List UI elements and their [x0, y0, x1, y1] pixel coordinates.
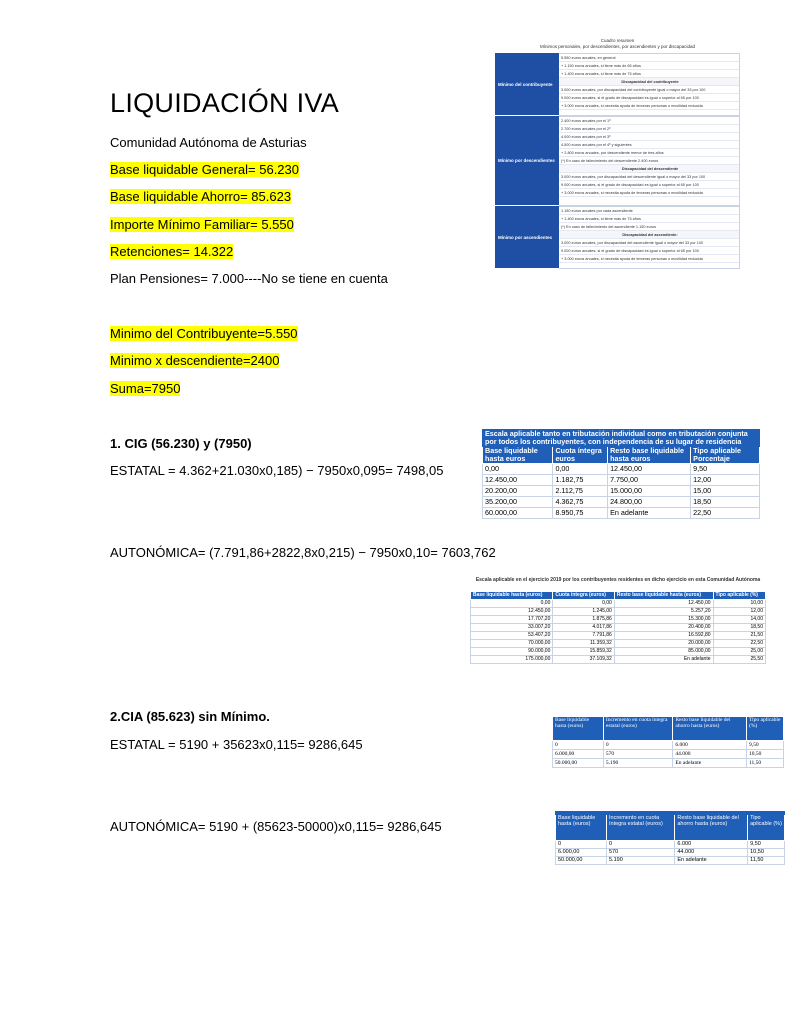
summary-line: 2.700 euros anuales por el 2º	[559, 125, 739, 133]
summary-line: 1.150 euros anuales por cada ascendiente	[559, 207, 739, 215]
section-heading-cia: 2.CIA (85.623) sin Mínimo.	[110, 709, 270, 724]
table-cell: 12.450,00	[608, 464, 691, 475]
table-cell: 15.859,32	[553, 648, 614, 656]
column-header: Resto base liquidable hasta (euros)	[614, 592, 713, 600]
table-cell: 6.000,00	[553, 750, 604, 759]
table-title: Escala aplicable tanto en tributación individual como en tributación conjunta por todos los contribuyentes, con independencia de su lugar de residencia	[483, 430, 760, 447]
table-cell: 5.257,20	[614, 608, 713, 616]
column-header: Incremento en cuota íntegra estatal (euros)	[603, 717, 673, 741]
table-cell: 6.000	[675, 841, 748, 849]
escala-ahorro-autonomica-table	[555, 811, 785, 865]
page-title: LIQUIDACIÓN IVA	[110, 88, 340, 118]
column-header: Base liquidable hasta euros	[483, 447, 553, 464]
column-header: Incremento en cuota íntegra estatal (euros)	[606, 815, 674, 841]
table-cell: 20.400,00	[614, 624, 713, 632]
table-row	[471, 640, 766, 648]
summary-section-lines	[559, 206, 740, 269]
table-row	[471, 616, 766, 624]
table-cell: 0,00	[483, 464, 553, 475]
table-row	[483, 508, 760, 519]
summary-line: 3.000 euros anuales, por discapacidad del ascendiente igual o mayor del 33 por 100	[559, 239, 739, 247]
suma-line: Suma=7950	[110, 381, 181, 396]
table-cell: 9,50	[748, 841, 785, 849]
table-cell: 44.000	[673, 750, 747, 759]
table-row	[556, 849, 785, 857]
minimos-summary-table	[495, 38, 740, 308]
retenciones-line: Retenciones= 14.322	[110, 244, 234, 259]
summary-line: Discapacidad del ascendiente:	[559, 231, 739, 239]
table-row	[553, 759, 784, 768]
table-cell: En adelante	[675, 857, 748, 865]
table-cell: 12,00	[691, 475, 760, 486]
minimo-descendiente-line: Minimo x descendiente=2400	[110, 353, 280, 368]
table-row	[553, 750, 784, 759]
table-cell: 12.450,00	[614, 600, 713, 608]
summary-line: + 1.400 euros anuales, si tiene más de 75 años	[559, 215, 739, 223]
summary-line: + 3.000 euros anuales, si necesita ayuda de terceras personas o movilidad reducida	[559, 255, 739, 263]
summary-line: Discapacidad del descendiente	[559, 165, 739, 173]
table-cell: 7.750,00	[608, 475, 691, 486]
table-cell: 12,00	[713, 608, 765, 616]
column-header: Tipo aplicable (%)	[748, 815, 785, 841]
summary-line: Discapacidad del contribuyente	[559, 78, 739, 86]
summary-line: 3.000 euros anuales, por discapacidad del contribuyente igual o mayor del 33 por 100	[559, 86, 739, 94]
table-cell: 25,00	[713, 648, 765, 656]
table-cell: 90.000,00	[471, 648, 553, 656]
table-cell: 9,50	[746, 741, 783, 750]
table-cell: 15.300,00	[614, 616, 713, 624]
table-cell: 10,00	[713, 600, 765, 608]
table-cell: En adelante	[614, 656, 713, 664]
summary-subtitle: Mínimos personales, por descendientes, por ascendientes y por discapacidad	[539, 44, 696, 49]
table-row	[483, 475, 760, 486]
summary-title: Cuadro resumen	[600, 38, 635, 43]
table-cell: 1.182,75	[553, 475, 608, 486]
table-cell: 25,50	[713, 656, 765, 664]
minimo-contribuyente-line: Minimo del Contribuyente=5.550	[110, 326, 298, 341]
table-cell: 17.707,20	[471, 616, 553, 624]
table-cell: 1.245,00	[553, 608, 614, 616]
estatal-calculation-2: ESTATAL = 5190 + 35623x0,115= 9286,645	[110, 737, 363, 752]
table-cell: 7.791,86	[553, 632, 614, 640]
summary-line: 4.500 euros anuales por el 4º y siguientes	[559, 141, 739, 149]
table-cell: 21,50	[713, 632, 765, 640]
table-cell: 60.000,00	[483, 508, 553, 519]
plan-pensiones-line: Plan Pensiones= 7.000----No se tiene en cuenta	[110, 271, 388, 286]
summary-line: + 1.150 euros anuales, si tiene más de 65 años	[559, 62, 739, 70]
table-cell: 35.200,00	[483, 497, 553, 508]
table-cell: 8.950,75	[553, 508, 608, 519]
table-cell: 14,00	[713, 616, 765, 624]
table-row	[483, 497, 760, 508]
table-cell: 6.000,00	[556, 849, 607, 857]
table-row	[471, 624, 766, 632]
summary-line: 3.000 euros anuales, por discapacidad del descendiente igual o mayor del 33 por 100	[559, 173, 739, 181]
table-cell: 15.000,00	[608, 486, 691, 497]
base-general-line: Base liquidable General= 56.230	[110, 162, 300, 177]
table-cell: 18,50	[691, 497, 760, 508]
estatal-calculation-1: ESTATAL = 4.362+21.030x0,185) − 7950x0,095= 7498,05	[110, 463, 444, 478]
minimo-familiar-line: Importe Mínimo Familiar= 5.550	[110, 217, 294, 232]
section-heading-cig: 1. CIG (56.230) y (7950)	[110, 436, 252, 451]
table-cell: 16.592,80	[614, 632, 713, 640]
table-cell: 0	[553, 741, 604, 750]
summary-line: + 2.800 euros anuales, por descendiente menor de tres años	[559, 149, 739, 157]
summary-line: (*) En caso de fallecimiento del ascendiente 1.150 euros	[559, 223, 739, 231]
table-row	[556, 857, 785, 865]
table-cell: 18,50	[713, 624, 765, 632]
summary-line: 5.550 euros anuales, en general	[559, 54, 739, 62]
table-cell: 2.112,75	[553, 486, 608, 497]
table-cell: 0	[556, 841, 607, 849]
column-header: Tipo aplicable (%)	[713, 592, 765, 600]
table-row	[483, 486, 760, 497]
table-cell: 0,00	[553, 464, 608, 475]
summary-line: 9.000 euros anuales, si el grado de discapacidad es igual o superior al 65 por 100	[559, 181, 739, 189]
table-cell: 11.359,32	[553, 640, 614, 648]
column-header: Base liquidable hasta (euros)	[471, 592, 553, 600]
community-line: Comunidad Autónoma de Asturias	[110, 135, 307, 150]
column-header: Tipo aplicable Porcentaje	[691, 447, 760, 464]
table-cell: 70.000,00	[471, 640, 553, 648]
column-header: Resto base liquidable hasta euros	[608, 447, 691, 464]
summary-body	[495, 53, 740, 308]
table-cell: 4.362,75	[553, 497, 608, 508]
autonomica-calculation-2: AUTONÓMICA= 5190 + (85623-50000)x0,115= 9286,645	[110, 819, 442, 834]
summary-line: 9.000 euros anuales, si el grado de discapacidad es igual o superior al 65 por 100	[559, 94, 739, 102]
column-header: Cuota íntegra euros	[553, 447, 608, 464]
table-cell: 10,50	[746, 750, 783, 759]
table-cell: 50.000,00	[556, 857, 607, 865]
table-cell: 4.017,86	[553, 624, 614, 632]
table-cell: 11,50	[748, 857, 785, 865]
summary-line: + 3.000 euros anuales, si necesita ayuda de terceras personas o movilidad reducida	[559, 102, 739, 110]
column-header: Cuota íntegra (euros)	[553, 592, 614, 600]
table-row	[471, 608, 766, 616]
summary-line: 9.000 euros anuales, si el grado de discapacidad es igual o superior al 65 por 100	[559, 247, 739, 255]
base-ahorro-line: Base liquidable Ahorro= 85.623	[110, 189, 292, 204]
table-cell: 37.109,32	[553, 656, 614, 664]
table-row	[471, 656, 766, 664]
table-row	[483, 464, 760, 475]
table-cell: 0	[603, 741, 673, 750]
escala-ahorro-estatal-table	[552, 716, 784, 768]
table-cell: 12.450,00	[471, 608, 553, 616]
summary-section-label: Mínimo por descendientes	[495, 116, 559, 206]
table-cell: 44.000	[675, 849, 748, 857]
table-cell: En adelante	[608, 508, 691, 519]
table-cell: 15,00	[691, 486, 760, 497]
summary-section-lines	[559, 53, 740, 116]
table-row	[471, 648, 766, 656]
escala-estatal-table	[482, 429, 760, 519]
table-cell: 1.875,86	[553, 616, 614, 624]
table-cell: 53.407,20	[471, 632, 553, 640]
column-header: Base liquidable hasta (euros)	[556, 815, 607, 841]
summary-line: 2.400 euros anuales por el 1º	[559, 117, 739, 125]
table-cell: 570	[603, 750, 673, 759]
summary-section-lines	[559, 116, 740, 206]
table-cell: 24.800,00	[608, 497, 691, 508]
summary-section-label: Mínimo del contribuyente	[495, 53, 559, 116]
escala-asturias-title: Escala aplicable en el ejercicio 2019 por los contribuyentes residentes en dicho ejercicio en esta Comunidad Autónoma	[475, 577, 761, 583]
table-cell: 570	[606, 849, 674, 857]
column-header: Resto base liquidable del ahorro hasta (euros)	[675, 815, 748, 841]
table-cell: 12.450,00	[483, 475, 553, 486]
escala-asturias-table	[470, 591, 766, 664]
summary-section-label: Mínimo por ascendientes	[495, 206, 559, 269]
table-row	[556, 841, 785, 849]
table-cell: 0	[606, 841, 674, 849]
summary-line: (*) En caso de fallecimiento del descendiente 2.400 euros	[559, 157, 739, 165]
table-cell: 11,50	[746, 759, 783, 768]
table-cell: 6.000	[673, 741, 747, 750]
column-header: Resto base liquidable del ahorro hasta (euros)	[673, 717, 747, 741]
table-cell: 85.000,00	[614, 648, 713, 656]
table-row	[553, 741, 784, 750]
summary-line: + 3.000 euros anuales, si necesita ayuda de terceras personas o movilidad reducida	[559, 189, 739, 197]
table-cell: 10,50	[748, 849, 785, 857]
table-cell: 20.000,00	[614, 640, 713, 648]
table-cell: 5.190	[603, 759, 673, 768]
table-cell: 0,00	[553, 600, 614, 608]
table-cell: 33.007,20	[471, 624, 553, 632]
summary-line: + 1.400 euros anuales, si tiene más de 75 años	[559, 70, 739, 78]
summary-line: 4.000 euros anuales por el 3º	[559, 133, 739, 141]
table-cell: 5.190	[606, 857, 674, 865]
table-row	[471, 600, 766, 608]
column-header: Base liquidable hasta (euros)	[553, 717, 604, 741]
table-cell: 175.000,00	[471, 656, 553, 664]
table-cell: 0,00	[471, 600, 553, 608]
autonomica-calculation-1: AUTONÓMICA= (7.791,86+2822,8x0,215) − 7950x0,10= 7603,762	[110, 545, 496, 560]
table-cell: 50.000,00	[553, 759, 604, 768]
table-cell: 22,50	[691, 508, 760, 519]
table-cell: En adelante	[673, 759, 747, 768]
column-header: Tipo aplicable (%)	[746, 717, 783, 741]
table-cell: 20.200,00	[483, 486, 553, 497]
table-row	[471, 632, 766, 640]
table-cell: 9,50	[691, 464, 760, 475]
table-cell: 22,50	[713, 640, 765, 648]
